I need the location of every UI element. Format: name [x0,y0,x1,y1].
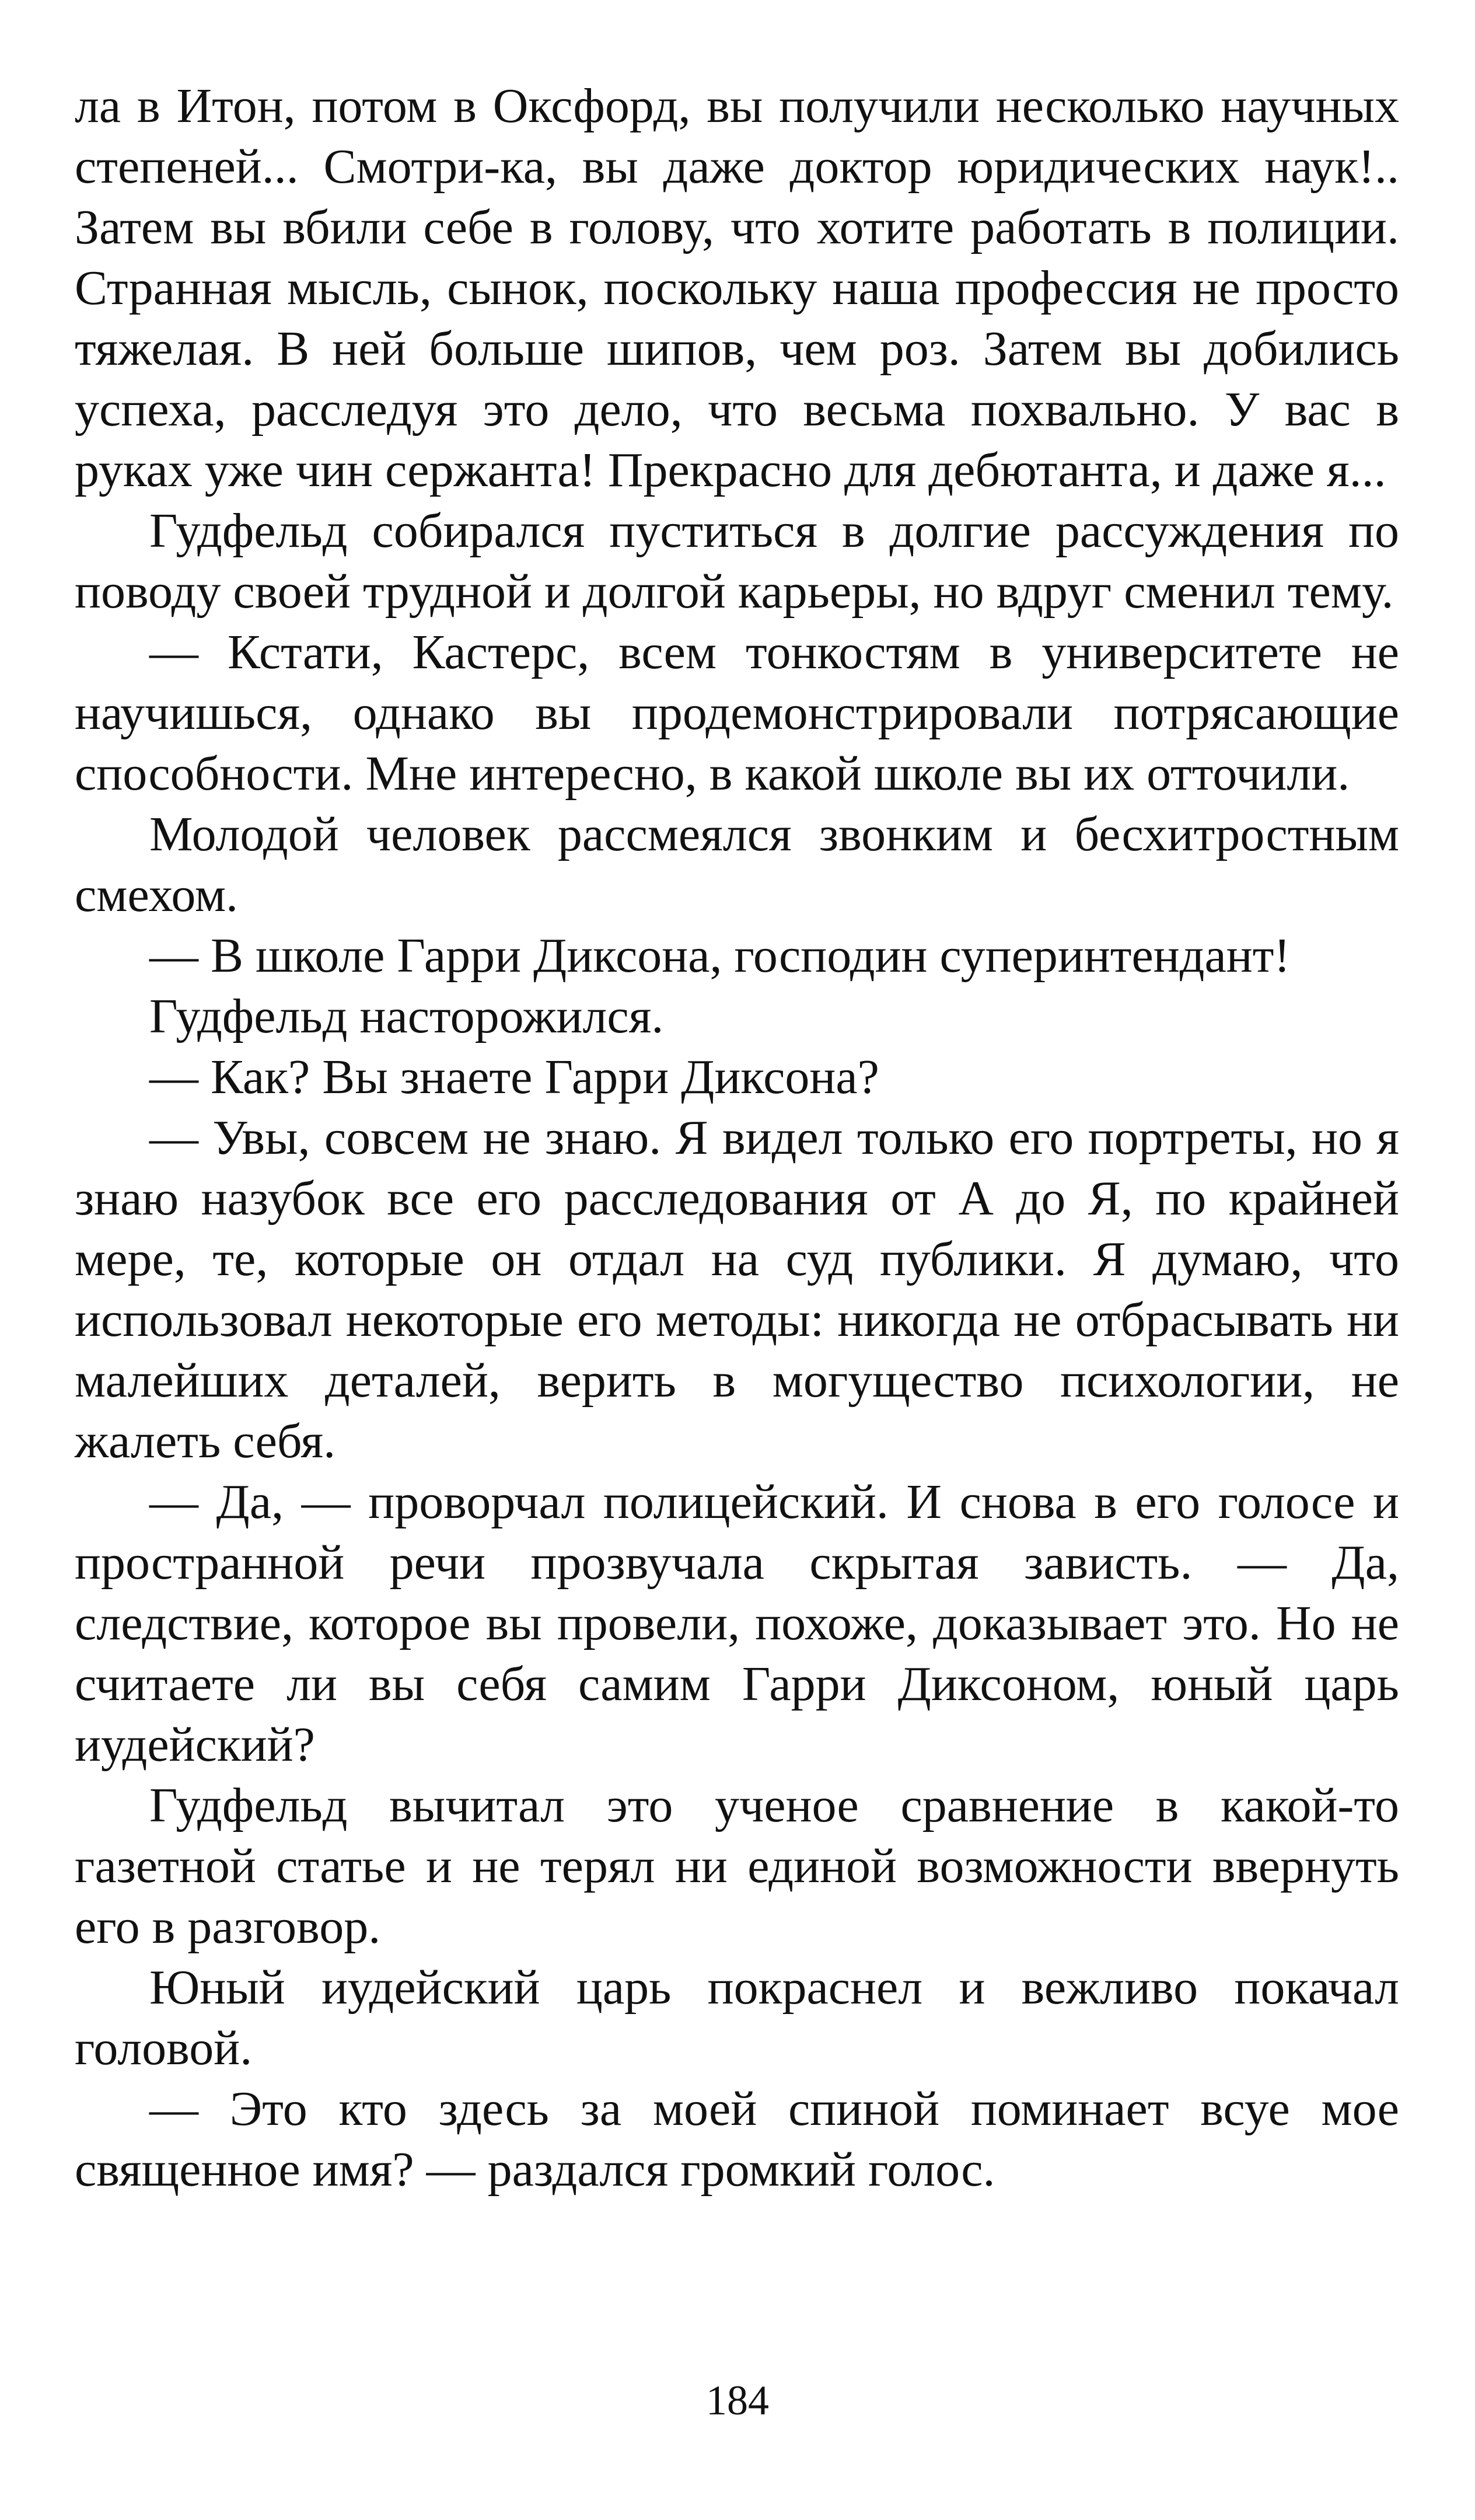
paragraph: — Как? Вы знаете Гарри Диксона? [149,1050,879,1104]
paragraph: Молодой человек рассмеялся звонким и бесхитростным смехом. [75,807,1399,922]
page-text [75,76,1399,2200]
page-number: 184 [706,2377,769,2424]
paragraph: Гудфельд насторожился. [149,989,664,1043]
paragraph: — Да, — проворчал полицейский. И снова в его голосе и пространной речи прозвучала скрытая зависть. — Да, следствие, которое вы провели, похоже, доказывает это. Но не считаете ли вы себя самим Гарри Диксоном, юный царь иудейский? [75,1475,1399,1772]
paragraph: Юный иудейский царь покраснел и вежливо покачал головой. [75,1960,1399,2075]
paragraph: — Это кто здесь за моей спиной поминает всуе мое священное имя? — раздался громкий голос. [75,2082,1399,2197]
paragraph: — Кстати, Кастерс, всем тонкостям в университете не научишься, однако вы продемонстрировали потрясающие способности. Мне интересно, в какой школе вы их отточили. [75,625,1399,801]
paragraph: — Увы, совсем не знаю. Я видел только его портреты, но я знаю назубок все его расследования от А до Я, по крайней мере, те, которые он отдал на суд публики. Я думаю, что использовал некоторые его методы: никогда не отбрасывать ни малейших деталей, верить в могущество психологии, не жалеть себя. [75,1111,1399,1468]
paragraph: — В школе Гарри Диксона, господин суперинтендант! [149,929,1291,983]
paragraph-continued: ла в Итон, потом в Оксфорд, вы получили несколько научных степеней... Смотри-ка, вы даже доктор юридических наук!.. Затем вы вбили себе в голову, что хотите работать в полиции. Странная мысль, сынок, поскольку наша профессия не просто тяжелая. В ней больше шипов, чем роз. Затем вы добились успеха, расследуя это дело, что весьма похвально. У вас в руках уже чин сержанта! Прекрасно для дебютанта, и даже я... [75,79,1399,497]
paragraph: Гудфельд собирался пуститься в долгие рассуждения по поводу своей трудной и долгой карьеры, но вдруг сменил тему. [75,504,1399,619]
paragraph: Гудфельд вычитал это ученое сравнение в какой-то газетной статье и не терял ни единой возможности ввернуть его в разговор. [75,1778,1399,1954]
